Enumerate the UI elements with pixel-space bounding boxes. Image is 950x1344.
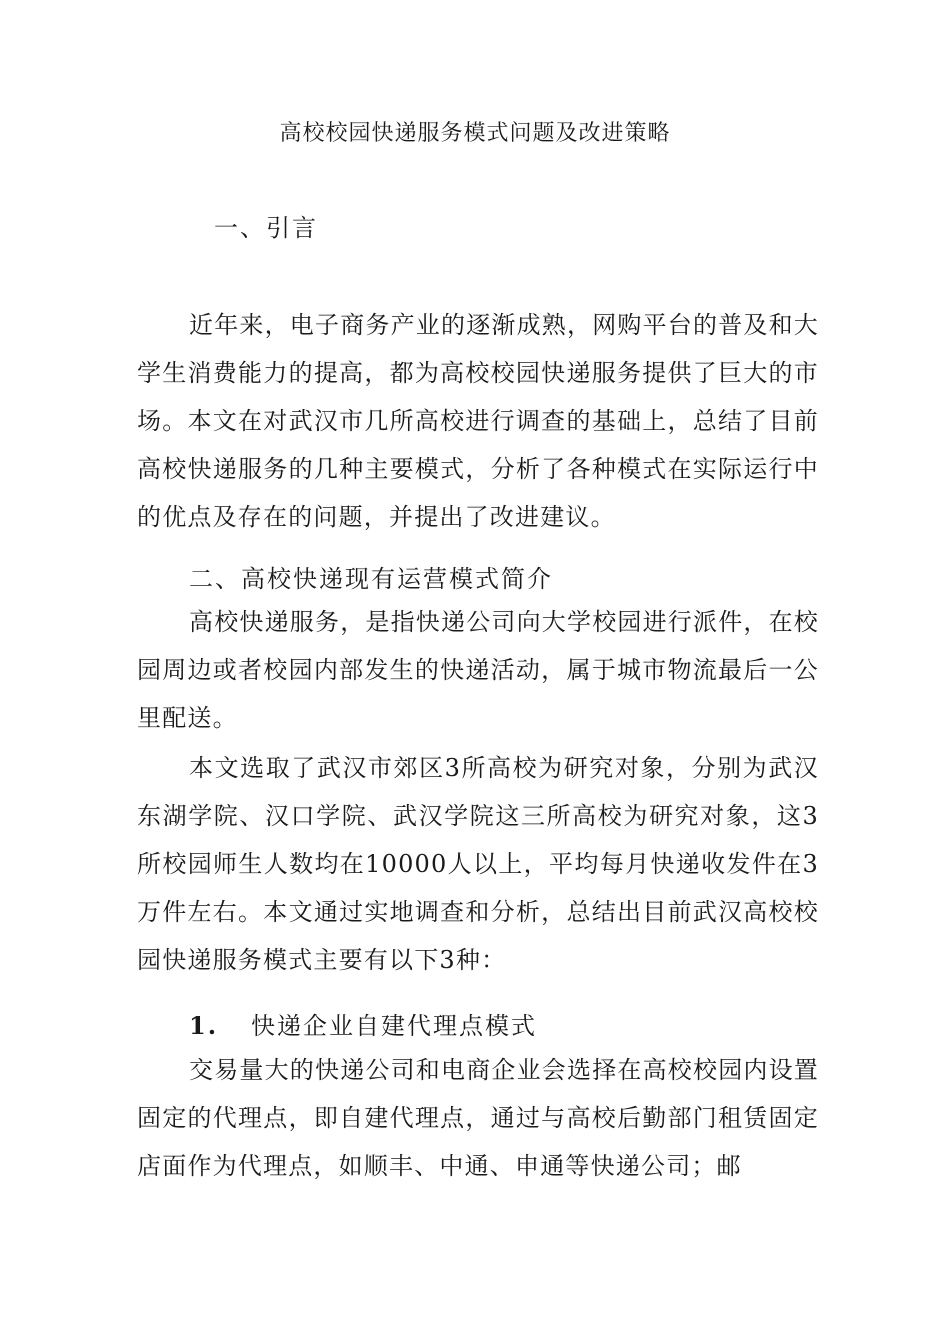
list-item-label: 快递企业自建代理点模式 — [251, 1012, 537, 1040]
paragraph-self-built-agency: 交易量大的快递公司和电商企业会选择在高校校园内设置固定的代理点，即自建代理点，通过与高校后勤部门租赁固定店面作为代理点，如顺丰、中通、申通等快递公司；邮 — [137, 1056, 819, 1180]
section-heading-introduction: 一、引言 — [214, 214, 318, 242]
section-heading-operating-modes: 二、高校快递现有运营模式简介 — [189, 565, 553, 593]
paragraph-definition: 高校快递服务，是指快递公司向大学校园进行派件，在校园周边或者校园内部发生的快递活动，属于城市物流最后一公里配送。 — [137, 608, 819, 732]
document-title: 高校校园快递服务模式问题及改进策略 — [279, 121, 671, 146]
list-item-1 — [189, 1006, 537, 1041]
list-item-number: 1. — [189, 1011, 219, 1040]
paragraph-research-scope: 本文选取了武汉市郊区3所高校为研究对象，分别为武汉东湖学院、汉口学院、武汉学院这三所高校为研究对象，这3所校园师生人数均在10000人以上，平均每月快递收发件在3万件左右。本文通过实地调查和分析，总结出目前武汉高校校园快递服务模式主要有以下3种： — [137, 754, 819, 974]
paragraph-introduction: 近年来，电子商务产业的逐渐成熟，网购平台的普及和大学生消费能力的提高，都为高校校园快递服务提供了巨大的市场。本文在对武汉市几所高校进行调查的基础上，总结了目前高校快递服务的几种主要模式，分析了各种模式在实际运行中的优点及存在的问题，并提出了改进建议。 — [137, 311, 819, 531]
